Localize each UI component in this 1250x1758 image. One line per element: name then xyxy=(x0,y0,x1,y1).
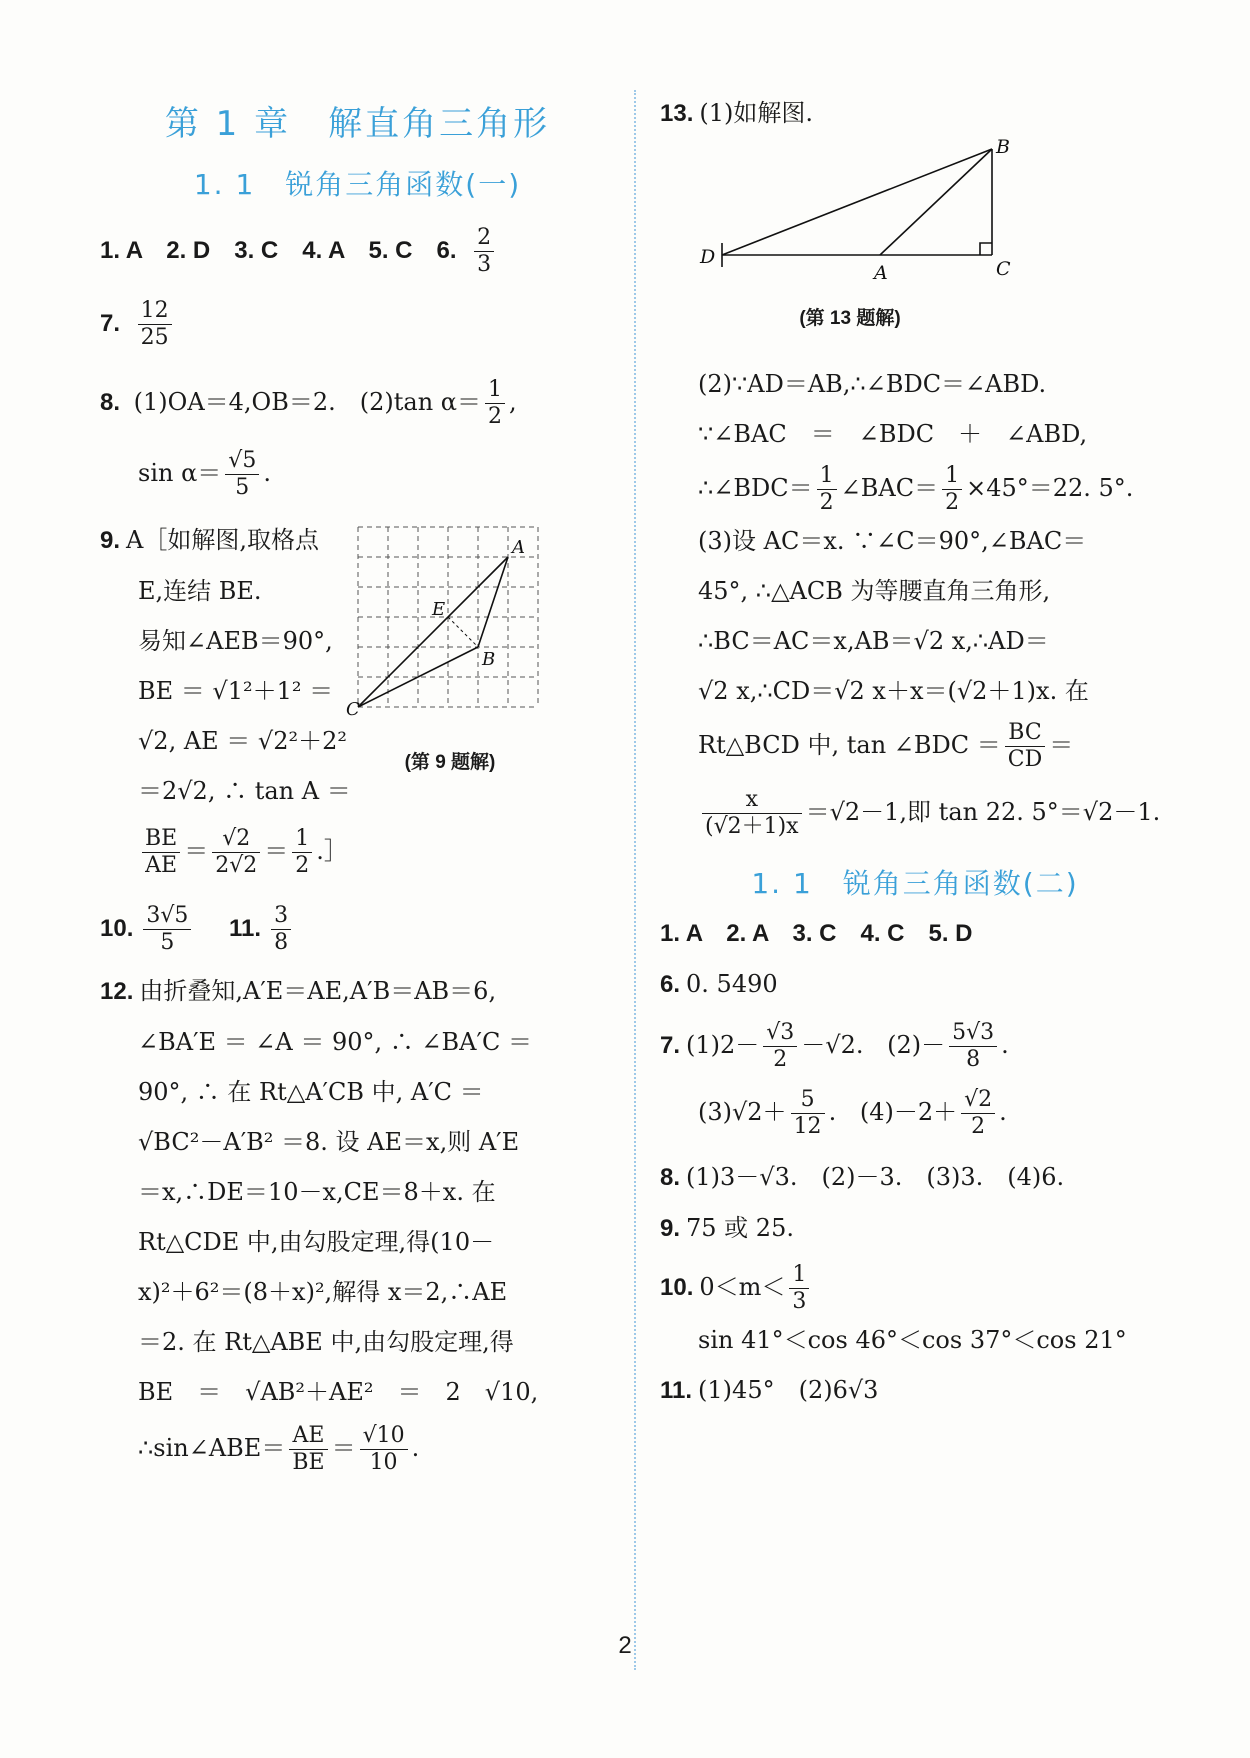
answer-13-line1 xyxy=(660,88,1170,139)
s2-answer-11 xyxy=(660,1365,1170,1416)
q13-l4-pre: ∴∠BDC＝ xyxy=(698,474,813,502)
s2-q7-p1-pre: (1)2－ xyxy=(686,1031,760,1059)
answer-8 xyxy=(100,377,615,430)
s2-q7-p2-end: . xyxy=(1001,1031,1009,1059)
frac-num: √2 xyxy=(961,1087,995,1114)
q6-fraction xyxy=(474,225,494,278)
q13-line8: √2 x,∴CD＝√2 x＋x＝(√2＋1)x. 在 xyxy=(698,677,1089,705)
frac-num: √3 xyxy=(763,1020,797,1047)
page-number: 2 xyxy=(618,1632,632,1659)
q13-line2: (2)∵AD＝AB,∴∠BDC＝∠ABD. xyxy=(698,370,1047,398)
s2-q7-frac3 xyxy=(791,1087,825,1140)
q13-l4-mid: ∠BAC＝ xyxy=(840,474,939,502)
answers-1-6-text: 1. A 2. D 3. C 4. A 5. C 6. xyxy=(100,237,457,264)
q13-l4-end: ×45°＝22. 5°. xyxy=(966,474,1134,502)
q9-end: .］ xyxy=(316,837,348,865)
frac-num: 1 xyxy=(789,1262,809,1289)
s2-q10-label: 10. xyxy=(660,1274,694,1301)
q12-last-pre: ∴sin∠ABE＝ xyxy=(138,1434,286,1462)
q13-l10-frac xyxy=(702,787,802,840)
q12-line: BE ＝ √AB²＋AE² ＝ 2 √10, xyxy=(138,1378,539,1406)
s2-q7-frac4 xyxy=(961,1087,995,1140)
frac-den: 2 xyxy=(295,853,310,878)
s2-q11-text: (1)45° (2)6√3 xyxy=(698,1376,879,1404)
q12-eq: ＝ xyxy=(331,1434,356,1462)
frac-num: 2 xyxy=(474,225,494,252)
frac-num: BC xyxy=(1005,720,1045,747)
s2-answers-1-5 xyxy=(660,908,1170,959)
frac-den: 12 xyxy=(793,1114,822,1139)
right-angle-mark xyxy=(980,243,992,255)
s2-q10-pre: 0＜m＜ xyxy=(699,1273,786,1301)
q9-line6: ＝2√2, ∴ tan A ＝ xyxy=(138,777,351,805)
point-label-a: A xyxy=(874,262,888,284)
q8-end: . xyxy=(263,459,271,487)
frac-den: 8 xyxy=(274,930,289,955)
point-label-c: C xyxy=(346,699,360,720)
s2-q10-frac xyxy=(789,1262,809,1315)
q13-label: 13. xyxy=(660,100,694,127)
q9-fraction-3 xyxy=(292,826,312,879)
q9-figure-caption: (第 9 题解) xyxy=(404,752,496,773)
right-column xyxy=(660,88,1170,1416)
q9-line5: √2, AE ＝ √2²＋2² xyxy=(138,727,348,755)
frac-den: AE xyxy=(145,853,178,878)
frac-num: AE xyxy=(289,1423,327,1450)
s2-q9-text: 75 或 25. xyxy=(686,1214,794,1242)
s2-q7-p3-end: . xyxy=(828,1098,837,1126)
s2-q9-label: 9. xyxy=(660,1215,681,1242)
frac-num: 1 xyxy=(817,463,837,490)
frac-den: 2 xyxy=(488,404,503,429)
frac-den: 10 xyxy=(369,1450,398,1475)
q9-line3: 易知∠AEB＝90°, xyxy=(138,627,333,655)
q9-fraction-2 xyxy=(212,826,260,879)
q9-label: 9. xyxy=(100,527,121,554)
frac-den: (√2＋1)x xyxy=(705,814,799,839)
s2-answers-1-5-text: 1. A 2. A 3. C 4. C 5. D xyxy=(660,920,973,947)
q13-triangle-figure xyxy=(680,136,1020,289)
frac-den: 3 xyxy=(792,1289,807,1314)
q12-end: . xyxy=(411,1434,420,1462)
frac-den: 25 xyxy=(140,325,169,350)
frac-num: 5√3 xyxy=(949,1020,997,1047)
q12-line: x)²＋6²＝(8＋x)²,解得 x＝2,∴AE xyxy=(138,1278,508,1306)
s2-q7-label: 7. xyxy=(660,1032,681,1059)
frac-den: 2 xyxy=(971,1114,986,1139)
q12-fraction-2 xyxy=(360,1423,408,1476)
s2-q8-label: 8. xyxy=(660,1164,681,1191)
q9-fraction-1 xyxy=(142,826,180,879)
q13-line4 xyxy=(660,463,1170,516)
s2-q7-frac2 xyxy=(949,1020,997,1073)
s2-answer-6 xyxy=(660,959,1170,1010)
point-label-c: C xyxy=(996,258,1011,280)
s2-answer-9 xyxy=(660,1203,1170,1254)
q10-fraction xyxy=(143,903,191,956)
s2-q6-text: 0. 5490 xyxy=(686,970,778,998)
point-label-d: D xyxy=(700,246,716,268)
frac-num: 3√5 xyxy=(143,903,191,930)
frac-num: 5 xyxy=(791,1087,825,1114)
segment-ab xyxy=(880,149,992,255)
frac-den: 5 xyxy=(160,930,175,955)
frac-num: √2 xyxy=(212,826,260,853)
q11-label: 11. xyxy=(229,915,262,942)
point-label-b: B xyxy=(996,136,1010,158)
frac-num: 1 xyxy=(942,463,962,490)
q13-l10-end: ＝√2－1,即 tan 22. 5°＝√2－1. xyxy=(805,798,1161,826)
frac-den: 2√2 xyxy=(215,853,258,878)
q13-line5: (3)设 AC＝x. ∵∠C＝90°,∠BAC＝ xyxy=(698,527,1087,555)
q8-fraction-2 xyxy=(225,448,259,501)
q12-line: 由折叠知,A′E＝AE,A′B＝AB＝6, xyxy=(139,977,497,1005)
frac-num: x xyxy=(702,787,802,814)
q12-fraction-1 xyxy=(289,1423,327,1476)
frac-den: BE xyxy=(292,1450,325,1475)
s2-q7-p4-pre: (4)－2＋ xyxy=(859,1098,958,1126)
q12-label: 12. xyxy=(100,978,134,1005)
q13-line9 xyxy=(660,720,1170,773)
q9-line7 xyxy=(100,826,615,879)
q8-fraction-1 xyxy=(485,377,505,430)
answer-12 xyxy=(100,966,615,1476)
frac-den: 3 xyxy=(477,252,492,277)
q13-line6: 45°, ∴△ACB 为等腰直角三角形, xyxy=(698,577,1051,605)
auxiliary-lines xyxy=(448,617,478,647)
q12-line: 90°, ∴ 在 Rt△A′CB 中, A′C ＝ xyxy=(138,1078,484,1106)
q11-fraction xyxy=(271,903,291,956)
left-column xyxy=(100,88,615,1476)
chapter-title: 第 1 章 解直角三角形 xyxy=(164,104,551,144)
q8-label: 8. xyxy=(100,389,121,416)
q12-line: ＝2. 在 Rt△ABE 中,由勾股定理,得 xyxy=(138,1328,514,1356)
segment-db xyxy=(722,149,992,255)
s2-q7-p4-end: . xyxy=(999,1098,1007,1126)
q10-label: 10. xyxy=(100,915,134,942)
answer-7 xyxy=(100,298,615,351)
frac-num: 3 xyxy=(271,903,291,930)
q13-line7: ∴BC＝AC＝x,AB＝√2 x,∴AD＝ xyxy=(698,627,1049,655)
q9-grid-figure xyxy=(346,517,550,767)
q9-eq1: ＝ xyxy=(184,837,209,865)
frac-num: √5 xyxy=(225,448,259,475)
q13-figure-wrap xyxy=(660,136,1170,359)
answers-1-6 xyxy=(100,225,615,278)
point-label-b: B xyxy=(482,649,496,670)
q8-comma: , xyxy=(509,388,517,416)
q13-l4-frac1 xyxy=(817,463,837,516)
q12-line: ＝x,∴DE＝10－x,CE＝8＋x. 在 xyxy=(138,1178,496,1206)
q13-l4-frac2 xyxy=(942,463,962,516)
frac-den: CD xyxy=(1007,747,1043,772)
q8-part1: (1)OA＝4,OB＝2. (2)tan α＝ xyxy=(133,388,482,416)
q13-line10 xyxy=(660,787,1170,840)
s2-q7-frac1 xyxy=(763,1020,797,1073)
s2-answer-8 xyxy=(660,1152,1170,1203)
frac-den: 2 xyxy=(945,490,960,515)
s2-q7-p1-end: －√2. xyxy=(801,1031,864,1059)
frac-den: 8 xyxy=(966,1047,981,1072)
q13-l9-pre: Rt△BCD 中, tan ∠BDC ＝ xyxy=(698,731,1001,759)
q9-eq2: ＝ xyxy=(264,837,289,865)
section-title-1: 1. 1 锐角三角函数(一) xyxy=(193,168,522,201)
answer-8-line2 xyxy=(100,448,615,501)
s2-q11-label: 11. xyxy=(660,1377,693,1404)
frac-den: 5 xyxy=(235,475,250,500)
q12-line: ∠BA′E ＝ ∠A ＝ 90°, ∴ ∠BA′C ＝ xyxy=(138,1028,532,1056)
q8-line2: sin α＝ xyxy=(138,459,222,487)
answer-9 xyxy=(100,515,615,885)
s2-q6-label: 6. xyxy=(660,971,681,998)
s2-q7-p2-pre: (2)－ xyxy=(887,1031,946,1059)
q13-line3: ∵∠BAC ＝ ∠BDC ＋ ∠ABD, xyxy=(698,420,1088,448)
frac-num: 1 xyxy=(292,826,312,853)
q7-label: 7. xyxy=(100,310,121,337)
s2-answer-7-line2 xyxy=(660,1087,1170,1140)
q13-l9-frac xyxy=(1005,720,1045,773)
q12-line: √BC²－A′B² ＝8. 设 AE＝x,则 A′E xyxy=(138,1128,520,1156)
point-label-e: E xyxy=(432,599,446,620)
frac-num: 12 xyxy=(138,298,172,325)
answers-10-11 xyxy=(100,903,615,956)
frac-num: 1 xyxy=(485,377,505,404)
s2-q10-line2: sin 41°＜cos 46°＜cos 37°＜cos 21° xyxy=(698,1326,1127,1354)
triangle-abc xyxy=(358,557,508,707)
s2-answer-10 xyxy=(660,1262,1170,1315)
frac-num: √10 xyxy=(360,1423,408,1450)
q13-figure-caption: (第 13 题解) xyxy=(799,308,901,329)
q12-line: Rt△CDE 中,由勾股定理,得(10－ xyxy=(138,1228,495,1256)
s2-answer-7 xyxy=(660,1020,1170,1073)
frac-num: BE xyxy=(142,826,180,853)
q13-line1: (1)如解图. xyxy=(699,99,813,127)
q7-fraction xyxy=(138,298,172,351)
s2-q8-text: (1)3－√3. (2)－3. (3)3. (4)6. xyxy=(686,1163,1065,1191)
point-label-a: A xyxy=(512,537,525,558)
q9-line4: BE ＝ √1²＋1² ＝ xyxy=(138,677,334,705)
frac-den: 2 xyxy=(819,490,834,515)
s2-q7-p3-pre: (3)√2＋ xyxy=(698,1098,787,1126)
section-title-2: 1. 1 锐角三角函数(二) xyxy=(751,867,1079,900)
q9-line1: A［如解图,取格点 xyxy=(126,526,319,554)
column-divider xyxy=(634,90,636,1670)
q9-line2: E,连结 BE. xyxy=(138,577,262,605)
q13-l9-end: ＝ xyxy=(1049,731,1074,759)
q12-last-line xyxy=(100,1423,615,1476)
frac-den: 2 xyxy=(773,1047,788,1072)
